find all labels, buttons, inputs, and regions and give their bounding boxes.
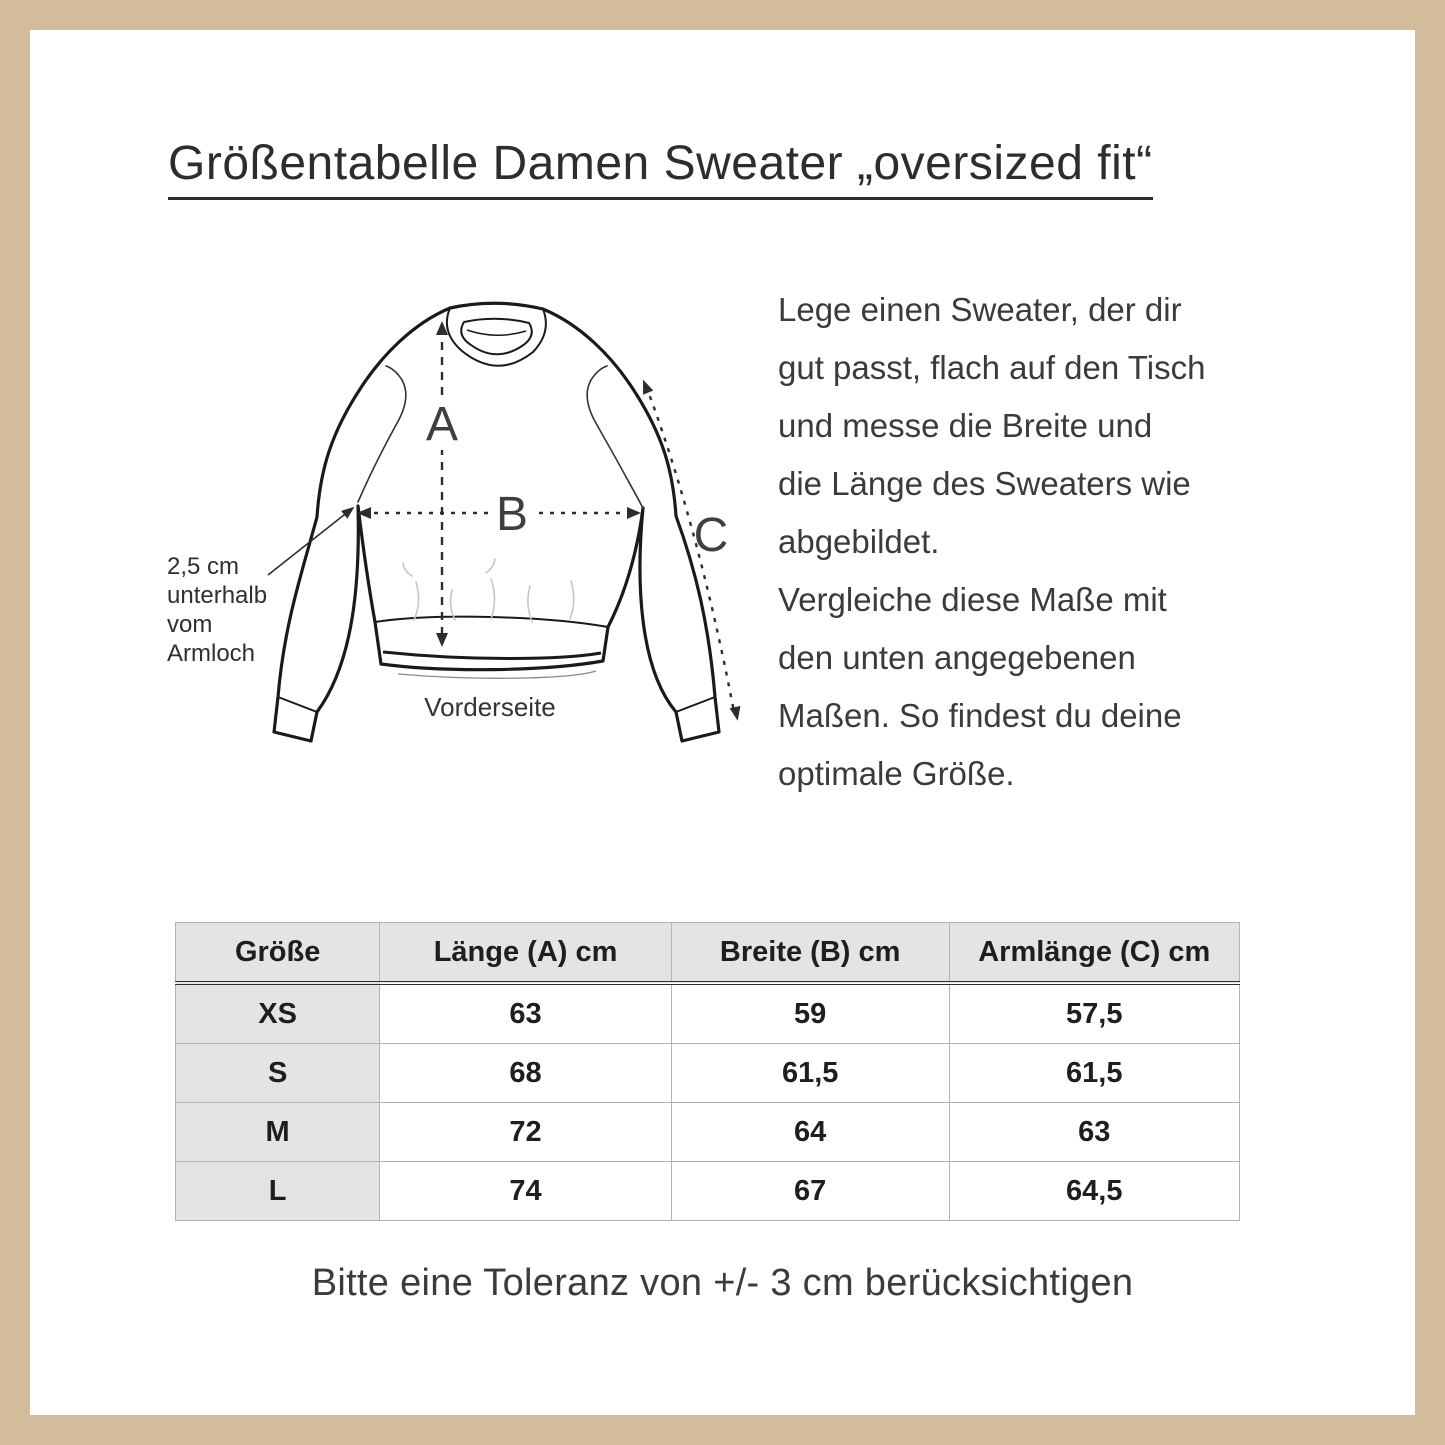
wrinkle-lines xyxy=(403,559,574,622)
front-side-caption: Vorderseite xyxy=(424,692,556,722)
size-cell: L xyxy=(176,1162,380,1221)
callout-line: Armloch xyxy=(167,640,256,667)
size-table xyxy=(175,922,1240,1221)
callout-line: unterhalb xyxy=(167,582,268,609)
armhole-callout xyxy=(167,552,267,668)
table-row-m xyxy=(176,1103,1240,1162)
header-breite: Breite (B) cm xyxy=(671,923,949,984)
instruction-line: Maßen. So findest du deine xyxy=(778,697,1182,734)
header-laenge: Länge (A) cm xyxy=(380,923,672,984)
value-cell: 72 xyxy=(380,1103,672,1162)
value-cell: 63 xyxy=(949,1103,1239,1162)
value-cell: 61,5 xyxy=(671,1044,949,1103)
measure-label-b: B xyxy=(495,488,529,541)
measuring-instructions xyxy=(778,281,1288,803)
instruction-line: Lege einen Sweater, der dir xyxy=(778,291,1182,328)
size-cell: XS xyxy=(176,983,380,1044)
value-cell: 67 xyxy=(671,1162,949,1221)
header-armlaenge: Armlänge (C) cm xyxy=(949,923,1239,984)
tolerance-note: Bitte eine Toleranz von +/- 3 cm berücksichtigen xyxy=(311,1262,1134,1304)
value-cell: 68 xyxy=(380,1044,672,1103)
size-table-header-row xyxy=(176,923,1240,984)
instruction-line: gut passt, flach auf den Tisch xyxy=(778,349,1206,386)
instruction-line: optimale Größe. xyxy=(778,755,1015,792)
value-cell: 59 xyxy=(671,983,949,1044)
callout-line: 2,5 cm xyxy=(167,553,240,580)
table-row-s xyxy=(176,1044,1240,1103)
instruction-line: abgebildet. xyxy=(778,523,940,560)
armhole-pointer-arrow xyxy=(268,507,355,575)
right-cuff-rib xyxy=(676,697,719,741)
value-cell: 64,5 xyxy=(949,1162,1239,1221)
instruction-line: und messe die Breite und xyxy=(778,407,1153,444)
collar-rib xyxy=(447,303,546,366)
instruction-line: Vergleiche diese Maße mit xyxy=(778,581,1167,618)
size-cell: S xyxy=(176,1044,380,1103)
left-cuff-rib xyxy=(274,697,317,741)
table-row-xs xyxy=(176,983,1240,1044)
callout-line: vom xyxy=(167,611,213,638)
measure-a-arrow xyxy=(436,321,448,647)
sweater-diagram xyxy=(150,280,790,760)
measure-label-a: A xyxy=(425,398,459,451)
header-groesse: Größe xyxy=(176,923,380,984)
value-cell: 57,5 xyxy=(949,983,1239,1044)
instruction-line: die Länge des Sweaters wie xyxy=(778,465,1191,502)
measure-label-c: C xyxy=(693,509,729,562)
table-row-l xyxy=(176,1162,1240,1221)
value-cell: 63 xyxy=(380,983,672,1044)
value-cell: 74 xyxy=(380,1162,672,1221)
seam-lines xyxy=(358,366,643,508)
instruction-line: den unten angegebenen xyxy=(778,639,1136,676)
size-cell: M xyxy=(176,1103,380,1162)
page-title: Größentabelle Damen Sweater „oversized fit“ xyxy=(168,136,1153,200)
hem-rib xyxy=(375,617,608,679)
value-cell: 61,5 xyxy=(949,1044,1239,1103)
value-cell: 64 xyxy=(671,1103,949,1162)
